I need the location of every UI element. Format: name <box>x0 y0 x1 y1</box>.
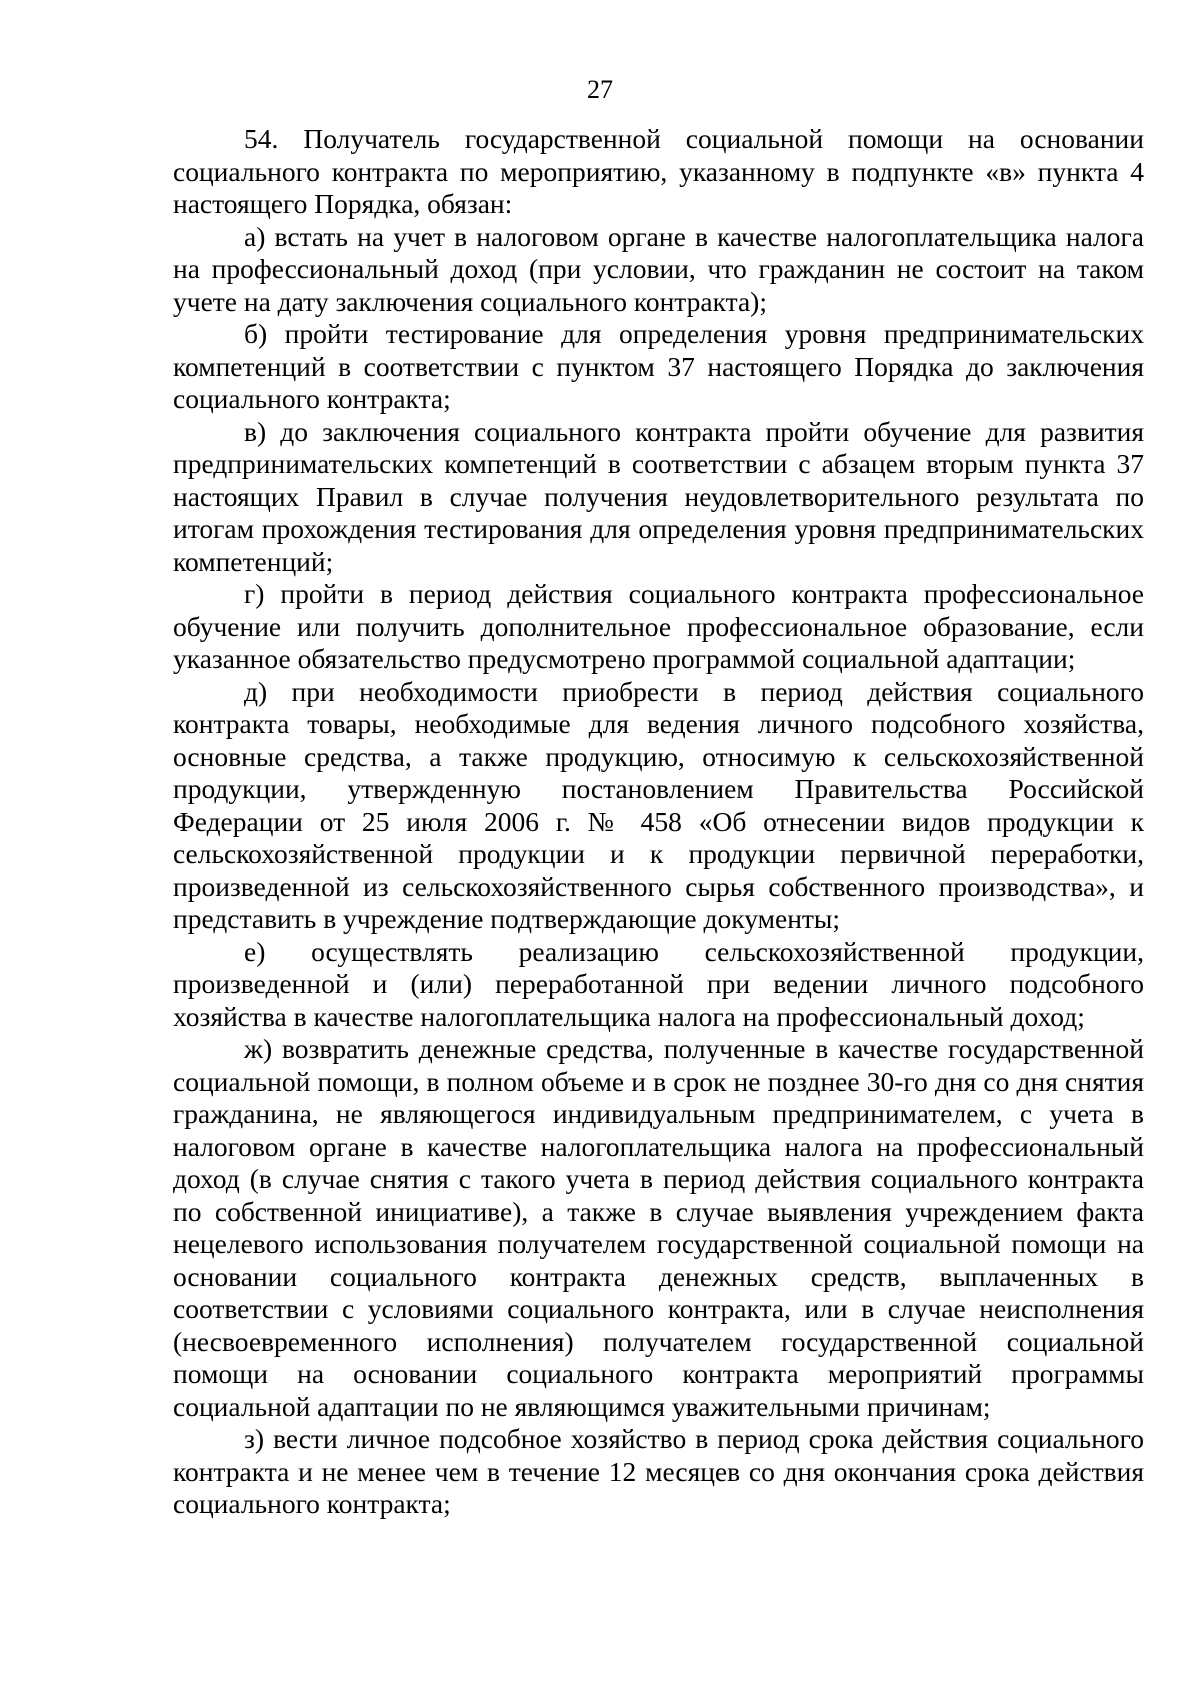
paragraph-item-b: б) пройти тестирование для определения уровня предпринимательских компетенций в соответствии с пунктом 37 настоящего Порядка до заключения социального контракта; <box>173 318 1144 414</box>
paragraph-item-d: д) при необходимости приобрести в период действия социального контракта товары, необходимые для ведения личного подсобного хозяйства, основные средства, а также продукцию, относимую к сельскохозяйственной продукции, утвержденную постановлением Правительства Российской Федерации от 25 июля 2006 г. № 458 «Об отнесении видов продукции к сельскохозяйственной продукции и к продукции первичной переработки, произведенной из сельскохозяйственного сырья собственного производства», и представить в учреждение подтверждающие документы; <box>173 675 1144 934</box>
document-body <box>173 123 1144 1521</box>
paragraph-item-g: г) пройти в период действия социального контракта профессиональное обучение или получить дополнительное профессиональное образование, если указанное обязательство предусмотрено программой социальной адаптации; <box>173 578 1144 674</box>
paragraph-54: 54. Получатель государственной социальной помощи на основании социального контракта по мероприятию, указанному в подпункте «в» пункта 4 настоящего Порядка, обязан: <box>173 123 1144 219</box>
paragraph-item-a: а) встать на учет в налоговом органе в качестве налогоплательщика налога на профессиональный доход (при условии, что гражданин не состоит на таком учете на дату заключения социального контракта); <box>173 220 1144 317</box>
paragraph-item-zh: ж) возвратить денежные средства, полученные в качестве государственной социальной помощи, в полном объеме и в срок не позднее 30-го дня со дня снятия гражданина, не являющегося индивидуальным предпринимателем, с учета в налоговом органе в качестве налогоплательщика налога на профессиональный доход (в случае снятия с такого учета в период действия социального контракта по собственной инициативе), а также в случае выявления учреждением факта нецелевого использования получателем государственной социальной помощи на основании социального контракта денежных средств, выплаченных в соответствии с условиями социального контракта, или в случае неисполнения (несвоевременного исполнения) получателем государственной социальной помощи на основании социального контракта мероприятий программы социальной адаптации по не являющимся уважительными причинам; <box>173 1033 1144 1422</box>
paragraph-item-e: е) осуществлять реализацию сельскохозяйственной продукции, произведенной и (или) переработанной при ведении личного подсобного хозяйства в качестве налогоплательщика налога на профессиональный доход; <box>173 935 1144 1032</box>
page-number: 27 <box>587 75 613 104</box>
paragraph-item-z: з) вести личное подсобное хозяйство в период срока действия социального контракта и не менее чем в течение 12 месяцев со дня окончания срока действия социального контракта; <box>173 1423 1144 1519</box>
paragraph-item-v: в) до заключения социального контракта пройти обучение для развития предпринимательских компетенций в соответствии с абзацем вторым пункта 37 настоящих Правил в случае получения неудовлетворительного результата по итогам прохождения тестирования для определения уровня предпринимательских компетенций; <box>173 415 1144 577</box>
